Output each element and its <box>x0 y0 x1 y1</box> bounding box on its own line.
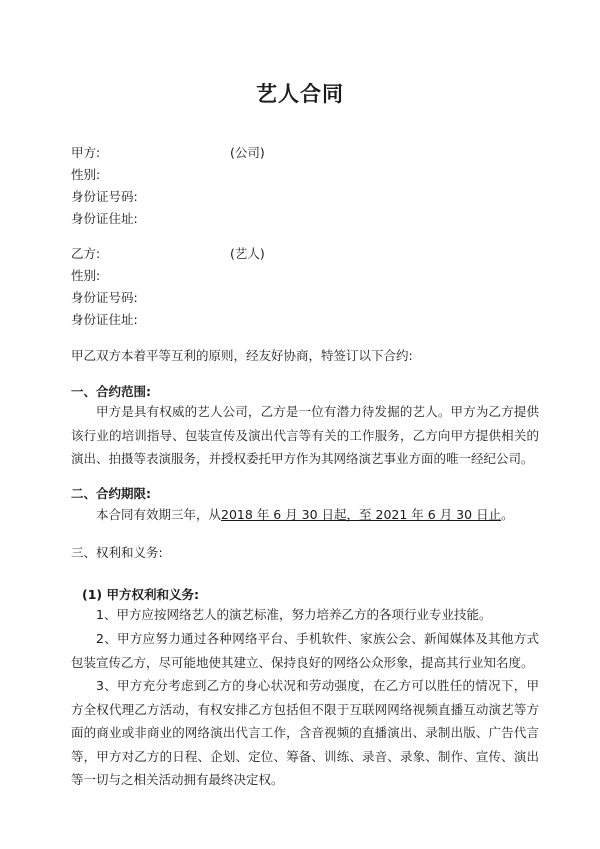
party-a-id-number: 身份证号码: <box>71 189 138 204</box>
party-b-tag: (艺人) <box>230 246 265 261</box>
party-a-tag: (公司) <box>230 145 265 160</box>
section3-sub-heading: (1) 甲方权利和义务: <box>82 587 199 602</box>
section2-body <box>71 503 539 527</box>
party-a-gender: 性别: <box>71 167 101 182</box>
party-b-id-address: 身份证住址: <box>71 312 138 327</box>
party-a-id-address: 身份证住址: <box>71 211 138 226</box>
section1-body: 甲方是具有权威的艺人公司，乙方是一位有潜力待发掘的艺人。甲方为乙方提供该行业的培训指导、包装宣传及演出代言等有关的工作服务，乙方向甲方提供相关的演出、拍摄等表演服务，并授权委托甲方作为其网络演艺事业方面的唯一经纪公司。 <box>71 404 539 466</box>
section2-prefix: 本合同有效期三年，从 <box>96 507 222 522</box>
section3-heading: 三、权利和义务: <box>71 545 163 560</box>
party-a-label: 甲方: <box>71 145 101 160</box>
section3-item3: 3、甲方充分考虑到乙方的身心状况和劳动强度，在乙方可以胜任的情况下，甲方全权代理乙方活动，有权安排乙方包括但不限于互联网网络视频直播互动演艺等方面的商业或非商业的网络演出代言工作，含音视频的直播演出、录制出版、广告代言等，甲方对乙方的日程、企划、定位、筹备、训练、录音、录象、制作、宣传、演出等一切与之相关活动拥有最终决定权。 <box>71 678 539 787</box>
section3-item2: 2、甲方应努力通过各种网络平台、手机软件、家族公会、新闻媒体及其他方式包装宣传乙方，尽可能地使其建立、保持良好的网络公众形象，提高其行业知名度。 <box>71 631 539 670</box>
document-title: 艺人合同 <box>256 82 344 106</box>
section2-heading: 二、合约期限: <box>71 486 151 501</box>
section2-suffix: 。 <box>501 507 514 522</box>
party-b-id-number: 身份证号码: <box>71 290 138 305</box>
party-b-label: 乙方: <box>71 246 101 261</box>
intro-text: 甲乙双方本着平等互利的原则，经友好协商，特签订以下合约: <box>71 348 413 363</box>
section3-item1: 1、甲方应按网络艺人的演艺标准，努力培养乙方的各项行业专业技能。 <box>96 607 492 622</box>
contract-period-dates: 2018 年 6 月 30 日起，至 2021 年 6 月 30 日止 <box>221 507 502 522</box>
party-b-gender: 性别: <box>71 268 101 283</box>
section1-heading: 一、合约范围: <box>71 384 151 399</box>
